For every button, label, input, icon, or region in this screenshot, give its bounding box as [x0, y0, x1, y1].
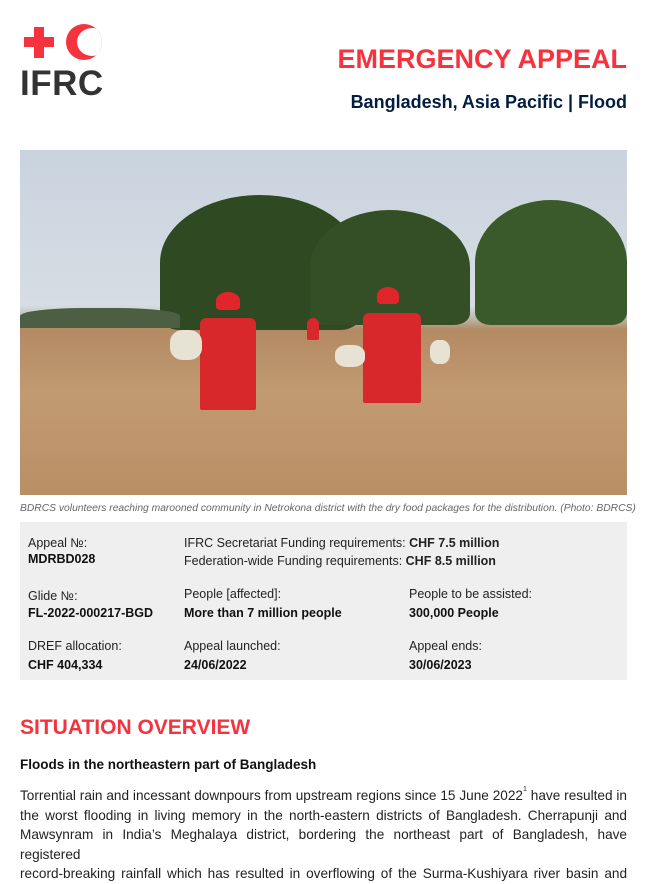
launched-label: Appeal launched: [184, 639, 281, 653]
paragraph-line: Mawsynram in India’s Meghalaya district, bordering the northeast part of Bangladesh, have registered [20, 827, 627, 862]
glide-no: FL-2022-000217-BGD [28, 606, 154, 620]
paragraph-line: record-breaking rainfall which has resulted in overflowing of the Surma-Kushiyara river basin and [20, 866, 627, 881]
ends-label: Appeal ends: [409, 639, 482, 653]
federation-funding [184, 554, 496, 568]
volunteer [170, 290, 270, 420]
secretariat-funding [184, 536, 499, 550]
dref-value: CHF 404,334 [28, 658, 103, 672]
assisted-value: 300,000 People [409, 606, 499, 620]
tree [475, 200, 627, 325]
secretariat-label: IFRC Secretariat Funding requirements: [184, 536, 406, 550]
affected-label: People [affected]: [184, 587, 282, 601]
document-title: EMERGENCY APPEAL [337, 44, 627, 74]
red-cross-icon-bar [24, 37, 54, 47]
section-title: SITUATION OVERVIEW [20, 716, 251, 739]
overview-paragraph [20, 786, 627, 884]
assisted-label: People to be assisted: [409, 587, 532, 601]
ifrc-logo [20, 22, 104, 102]
paragraph-text: have resulted in [526, 788, 627, 803]
volunteer [335, 285, 460, 405]
appeal-no-label: Appeal №: [28, 536, 88, 550]
appeal-info-box [20, 522, 627, 680]
footnote-ref[interactable]: 1 [523, 786, 527, 793]
cover-photo [20, 150, 627, 495]
paragraph-text: Torrential rain and incessant downpours from upstream regions since 15 June 2022 [20, 788, 523, 803]
distant-volunteer [307, 318, 319, 340]
appeal-no: MDRBD028 [28, 552, 96, 566]
glide-label: Glide №: [28, 589, 78, 603]
paragraph-line [20, 786, 627, 806]
secretariat-value: CHF 7.5 million [409, 536, 500, 550]
paragraph-line: the worst flooding in living memory in the north-eastern districts of Bangladesh. Cherrapunji and [20, 807, 627, 823]
logo-text: IFRC [20, 64, 104, 103]
document-subtitle: Bangladesh, Asia Pacific | Flood [350, 92, 627, 112]
affected-value: More than 7 million people [184, 606, 342, 620]
treeline [20, 308, 180, 328]
red-crescent-icon [66, 24, 102, 60]
dref-label: DREF allocation: [28, 639, 122, 653]
ends-value: 30/06/2023 [409, 658, 472, 672]
federation-label: Federation-wide Funding requirements: [184, 554, 403, 568]
launched-value: 24/06/2022 [184, 658, 247, 672]
federation-value: CHF 8.5 million [405, 554, 496, 568]
section-subheading: Floods in the northeastern part of Bangladesh [20, 757, 317, 772]
photo-caption: BDRCS volunteers reaching marooned community in Netrokona district with the dry food packages for the distribution. (Photo: BDRCS) [20, 503, 636, 514]
